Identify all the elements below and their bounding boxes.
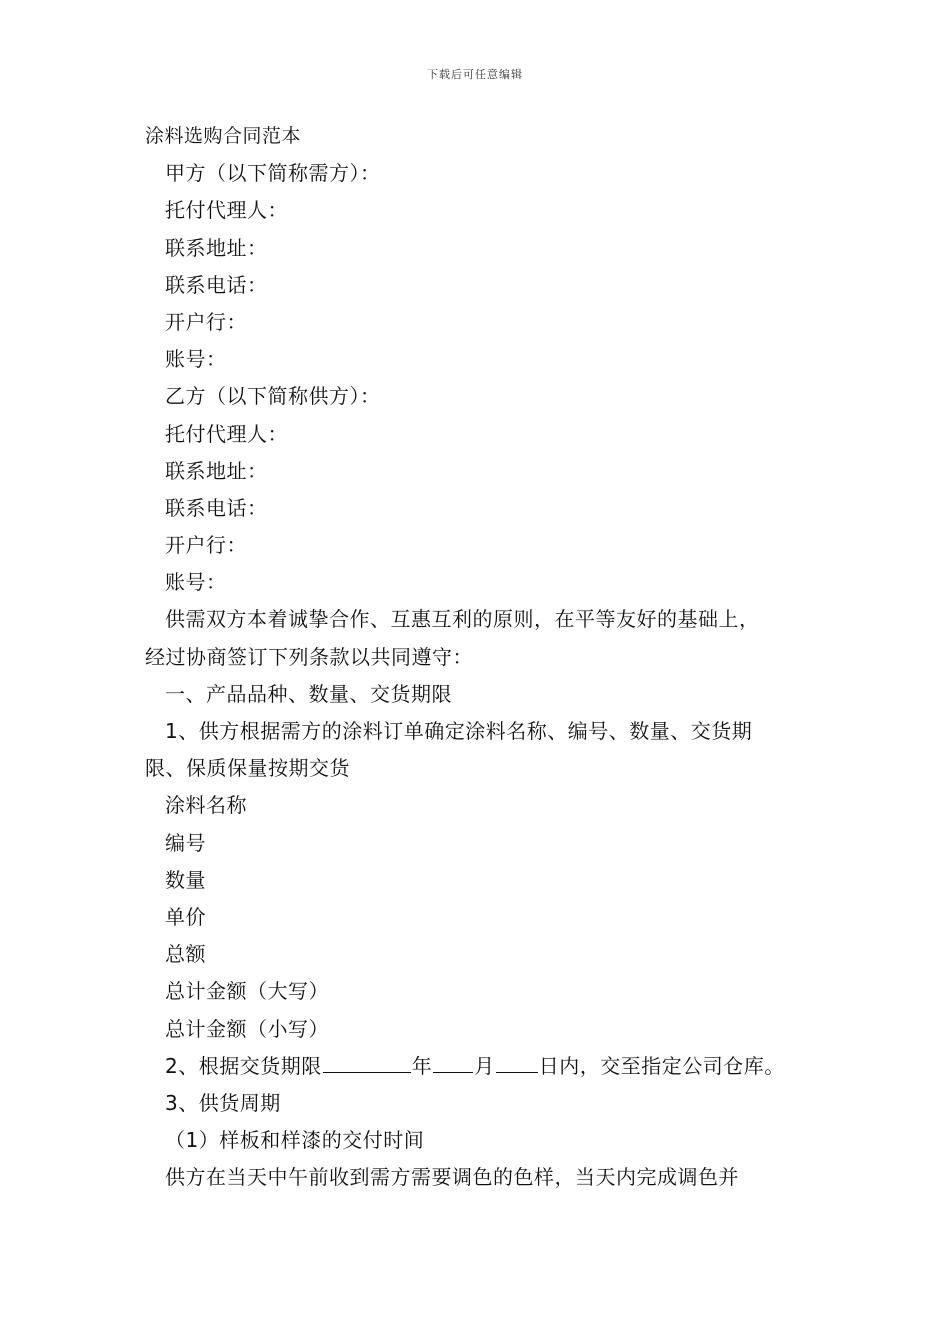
clause-2 — [145, 1048, 835, 1085]
party-b-address: 联系地址： — [165, 458, 268, 483]
field-total-lowercase: 总计金额（小写） — [165, 1016, 329, 1041]
clause-2-month-label: 月 — [474, 1053, 495, 1078]
party-a-account: 账号： — [165, 347, 227, 372]
field-coating-name: 涂料名称 — [165, 793, 247, 818]
clause-1-line-1: 1、供方根据需方的涂料订单确定涂料名称、编号、数量、交货期 — [165, 719, 753, 743]
blank-day-field[interactable] — [496, 1052, 538, 1073]
party-a-heading: 甲方（以下简称需方）： — [165, 161, 381, 186]
blank-year-field[interactable] — [323, 1052, 411, 1073]
document-title: 涂料选购合同范本 — [145, 125, 302, 147]
blank-month-field[interactable] — [433, 1052, 473, 1073]
preamble-line-1: 供需双方本着诚挚合作、互惠互利的原则，在平等友好的基础上， — [165, 607, 760, 632]
clause-2-year-label: 年 — [411, 1053, 433, 1078]
party-b-bank: 开户行： — [165, 533, 247, 558]
contract-document — [145, 118, 835, 1196]
party-b-agent: 托付代理人： — [165, 421, 288, 446]
preamble-line-2: 经过协商签订下列条款以共同遵守： — [145, 644, 473, 669]
section-1-heading: 一、产品品种、数量、交货期限 — [165, 681, 452, 706]
clause-3-1: （1）样板和样漆的交付时间 — [165, 1128, 425, 1153]
field-quantity: 数量 — [165, 867, 206, 892]
clause-3-1-text: 供方在当天中午前收到需方需要调色的色样，当天内完成调色并 — [165, 1165, 739, 1190]
party-a-bank: 开户行： — [165, 309, 247, 334]
party-b-phone: 联系电话： — [165, 495, 268, 520]
clause-2-prefix: 2、根据交货期限 — [165, 1053, 322, 1078]
clause-2-suffix: 日内，交至指定公司仓库。 — [538, 1053, 785, 1078]
field-total: 总额 — [165, 942, 206, 967]
party-a-address: 联系地址： — [165, 235, 268, 260]
party-b-account: 账号： — [165, 570, 227, 595]
clause-3: 3、供货周期 — [165, 1090, 281, 1115]
party-a-agent: 托付代理人： — [165, 198, 288, 223]
header-note: 下载后可任意编辑 — [427, 68, 523, 81]
field-total-uppercase: 总计金额（大写） — [165, 979, 329, 1004]
field-code: 编号 — [165, 830, 206, 855]
party-a-phone: 联系电话： — [165, 272, 268, 297]
party-b-heading: 乙方（以下简称供方）： — [165, 384, 381, 409]
field-unit-price: 单价 — [165, 904, 206, 929]
clause-1-line-2: 限、保质保量按期交货 — [145, 756, 350, 781]
